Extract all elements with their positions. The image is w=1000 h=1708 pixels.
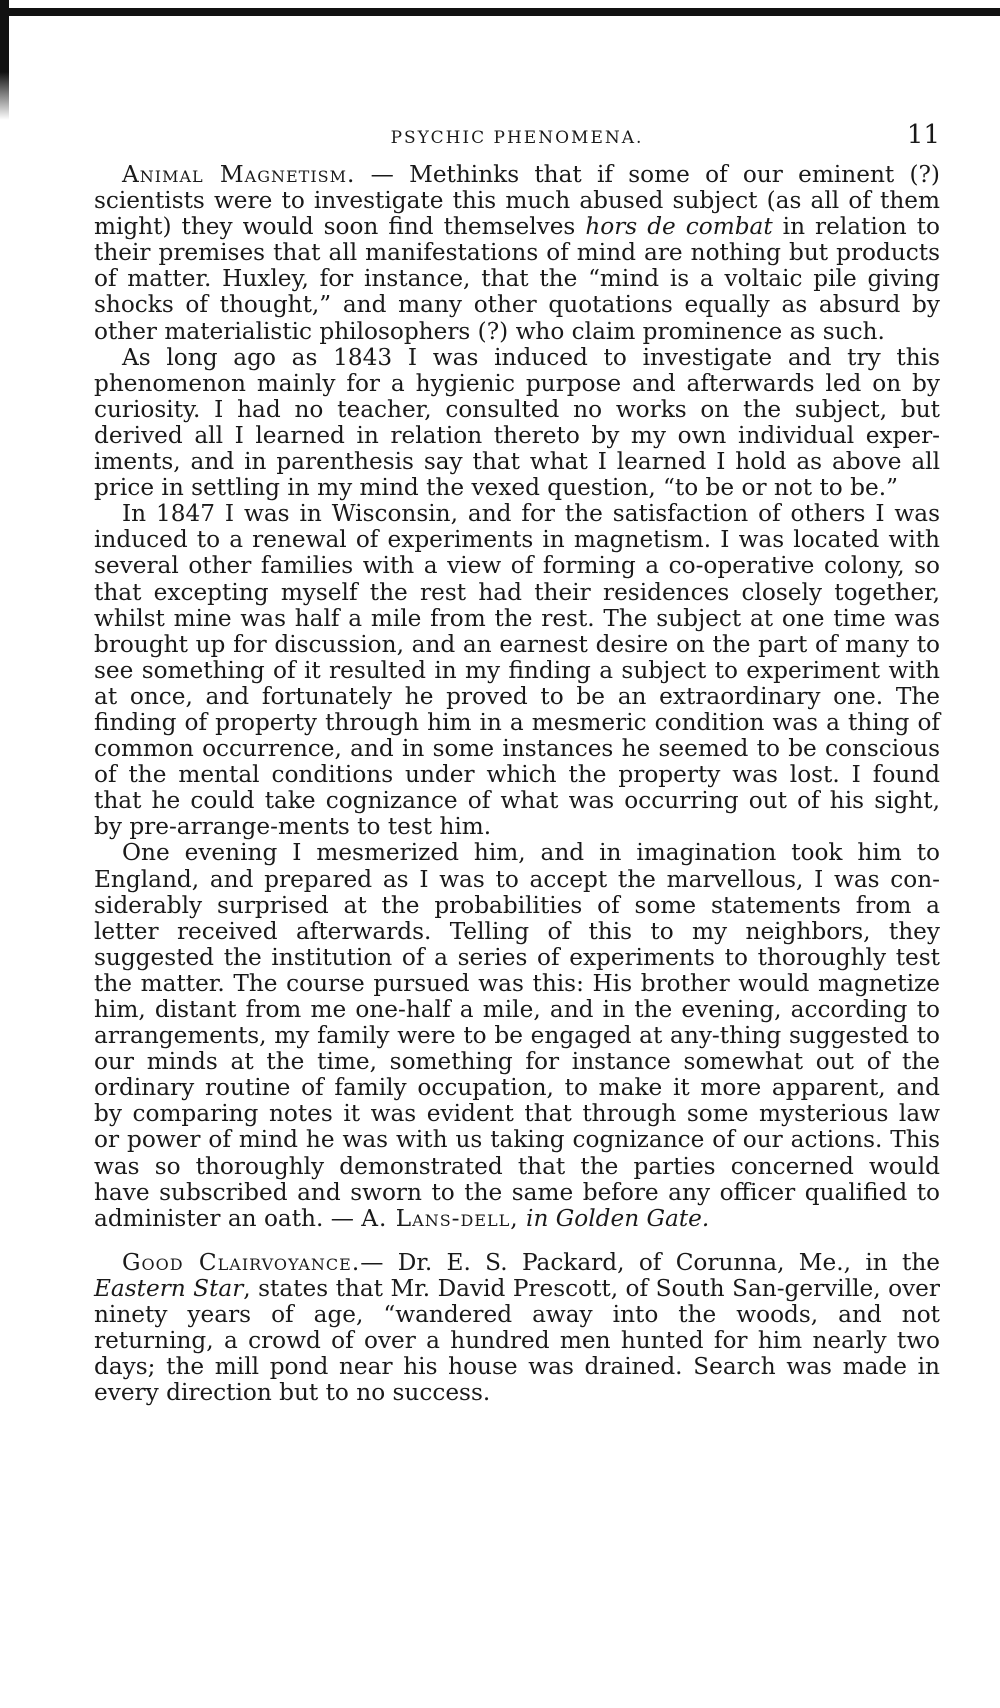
italic-phrase: Eastern Star [94,1274,244,1302]
text-run: in relation to their premises that all manifestations of mind are nothing but products of matter. Huxley, for instance, that the “mind is a voltaic pile giving shocks of thought,” and many other quotations equally as absurd by other materialistic philosophers (?) who claim prominence as such. [94,213,940,345]
top-border-rule [0,0,1000,22]
paragraph: In 1847 I was in Wisconsin, and for the satisfaction of others I was induced to a renewal of experiments in magnetism. I was located with several other families with a view of forming a co-operative colony, so that excepting myself the rest had their residences closely together, whilst mine was half a mile from the rest. The subject at one time was brought up for discussion, and an earnest desire on the part of many to see something of it resulted in my finding a subject to experiment with at once, and fortunately he proved to be an extraordinary one. The finding of property through him in a mesmeric condition was a thing of common occurrence, and in some instances he seemed to be conscious of the mental conditions under which the property was lost. I found that he could take cognizance of what was occurring out of his sight, by pre-arrange-ments to test him. [94,500,940,841]
text-run [519,1205,526,1232]
article-heading: Good Clairvoyance. [122,1248,361,1276]
running-head [94,118,940,162]
text-run: — Methinks that if some of our eminent (?) scientists were to investigate this much abused subject (as all of them might) they would soon find themselves [94,161,940,241]
paragraph [94,162,940,345]
italic-phrase: hors de combat [585,213,773,241]
source-citation: in Golden Gate. [526,1204,710,1232]
page-number: 11 [906,120,940,150]
article-animal-magnetism [94,162,940,1232]
article-good-clairvoyance [94,1250,940,1407]
author-name: A. Lans-dell, [361,1204,519,1232]
article-heading: Animal Magnetism. [122,161,356,188]
text-run: , states that Mr. David Prescott, of South San-gerville, over ninety years of age, “wandered away into the woods, and not returning, a crowd of over a hundred men hunted for him nearly two days; the mill pond near his house was drained. Search was made in every direction but to no success. [94,1274,940,1407]
text-run: One evening I mesmerized him, and in imagination took him to England, and prepared as I was to accept the marvellous, I was con-siderably surprised at the probabilities of some statements from a letter received afterwards. Telling of this to my neighbors, they suggested the institution of a series of experiments to thoroughly test the matter. The course pursued was this: His brother would magnetize him, distant from me one-half a mile, and in the evening, according to arrangements, my family were to be engaged at any-thing suggested to our minds at the time, something for instance somewhat out of the ordinary routine of family occupation, to make it more apparent, and by comparing notes it was evident that through some mysterious law or power of mind he was with us taking cognizance of our actions. This was so thoroughly demonstrated that the parties concerned would have subscribed and sworn to the same before any officer qualified to administer an oath. — [94,839,940,1232]
paragraph [94,840,940,1231]
paragraph: As long ago as 1843 I was induced to investigate and try this phenomenon mainly for a hygienic purpose and afterwards led on by curiosity. I had no teacher, consulted no works on the subject, but derived all I learned in relation thereto by my own individual exper-iments, and in parenthesis say that what I learned I hold as above all price in settling in my mind the vexed question, “to be or not to be.” [94,343,940,502]
paragraph [94,1250,940,1407]
running-title: PSYCHIC PHENOMENA. [390,128,644,148]
page-body [94,118,940,1406]
left-border-rule [0,0,9,120]
text-run: — Dr. E. S. Packard, of Corunna, Me., in the [360,1248,940,1276]
